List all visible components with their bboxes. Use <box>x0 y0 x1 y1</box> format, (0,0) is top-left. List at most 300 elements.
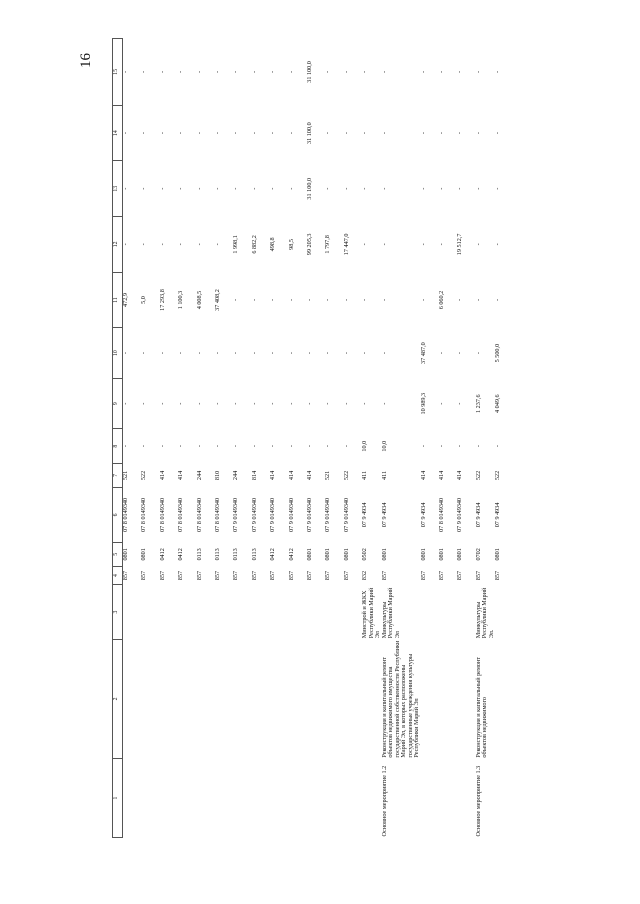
table-cell: - <box>213 402 221 405</box>
table-cell: 0113 <box>195 548 203 561</box>
table-cell: - <box>437 187 445 190</box>
table-cell: - <box>380 132 388 135</box>
table-cell: - <box>456 70 464 73</box>
table-cell: 857 <box>380 570 388 581</box>
table-cell: - <box>361 402 369 405</box>
table-cell: 522 <box>342 470 350 481</box>
column-header: 5 <box>113 542 123 566</box>
table-cell: - <box>380 298 388 302</box>
column-header: 9 <box>113 378 123 429</box>
table-cell: 07 9 0149340 <box>232 497 240 532</box>
table-cell: - <box>287 70 295 73</box>
table-cell: - <box>122 445 129 448</box>
table-cell: - <box>232 402 240 405</box>
table-cell <box>215 585 233 640</box>
table-cell: - <box>342 402 350 405</box>
table-cell: - <box>122 132 129 135</box>
table-cell: - <box>287 187 295 190</box>
table-cell: - <box>324 298 332 302</box>
table-cell: 07 9 4934 <box>474 502 482 528</box>
table-cell: 0113 <box>213 548 221 561</box>
table-cell <box>421 639 439 758</box>
table-cell: - <box>419 187 427 190</box>
table-cell <box>197 585 215 640</box>
table-row <box>178 39 196 838</box>
table-cell: 07 8 0149340 <box>195 497 203 532</box>
table-cell <box>215 639 233 758</box>
table-row <box>362 39 382 838</box>
table-cell: - <box>287 402 295 405</box>
table-cell: - <box>419 298 427 302</box>
table-cell <box>362 639 382 758</box>
table-cell: 857 <box>195 570 203 581</box>
table-cell: - <box>269 298 277 302</box>
table-row <box>325 39 343 838</box>
table-cell: 0502 <box>361 548 369 561</box>
table-cell: - <box>213 70 221 73</box>
table-cell: - <box>250 187 258 190</box>
table-cell <box>141 585 159 640</box>
table-cell: 857 <box>250 570 258 581</box>
table-cell: - <box>232 187 240 190</box>
table-cell: - <box>269 352 277 355</box>
table-cell: Минкультуры Республики Марий Эл <box>380 587 401 639</box>
table-cell: 0113 <box>250 548 258 561</box>
table-cell <box>252 759 270 838</box>
table-cell: 411 <box>380 470 388 480</box>
table-cell: 5,0 <box>140 296 148 304</box>
table-cell: - <box>158 445 166 448</box>
table-cell: 5 500,0 <box>494 343 502 363</box>
table-cell <box>325 759 343 838</box>
table-cell: - <box>342 70 350 73</box>
table-cell: 498,8 <box>269 237 277 252</box>
table-cell <box>325 639 343 758</box>
table-cell: 0801 <box>437 548 445 561</box>
table-cell <box>270 639 288 758</box>
table-cell: 472,9 <box>122 293 129 307</box>
table-cell: 857 <box>177 570 185 581</box>
table-cell: 10,0 <box>380 440 388 452</box>
table-cell: - <box>324 445 332 448</box>
table-cell <box>344 759 362 838</box>
table-body <box>113 39 514 838</box>
table-cell: 857 <box>474 570 482 581</box>
table-cell: - <box>474 298 482 302</box>
table-cell: - <box>250 298 258 302</box>
table-cell: 521 <box>122 470 129 481</box>
table-cell: 0801 <box>140 548 148 561</box>
table-cell: - <box>195 402 203 405</box>
table-cell: - <box>158 187 166 190</box>
table-row <box>123 39 142 838</box>
table-cell: - <box>140 445 148 448</box>
table-cell: 17 447,0 <box>342 233 350 256</box>
table-cell: - <box>361 243 369 246</box>
column-header: 12 <box>113 217 123 273</box>
table-cell: - <box>213 445 221 448</box>
table-cell: 857 <box>213 570 221 581</box>
table-cell: - <box>456 132 464 135</box>
column-header: 4 <box>113 566 123 584</box>
table-cell: 07 9 0149340 <box>342 497 350 532</box>
table-cell: - <box>474 243 482 246</box>
table-cell: 857 <box>324 570 332 581</box>
table-cell: 414 <box>456 470 464 481</box>
table-cell: Реконструкция и капитальный ремонт объектов недвижимого имущества государственной собственности Республики Марий Эл, в которых расположены государственные учреждения культуры Республики Марий Эл <box>380 640 421 758</box>
table-cell: 0801 <box>122 548 129 561</box>
table-cell: - <box>232 445 240 448</box>
table-cell: - <box>250 70 258 73</box>
table-cell: 521 <box>324 470 332 481</box>
table-cell: 98,5 <box>287 238 295 250</box>
table-cell: 10,0 <box>361 440 369 452</box>
table-cell <box>457 759 475 838</box>
table-cell: - <box>324 187 332 190</box>
table-cell: 414 <box>158 470 166 481</box>
table-cell: - <box>419 70 427 73</box>
table-cell: 414 <box>437 470 445 481</box>
table-cell: - <box>195 70 203 73</box>
table-cell: - <box>494 298 502 302</box>
table-cell: - <box>250 402 258 405</box>
table-cell: Реконструкция и капитальный ремонт объектов недвижимого <box>474 657 489 758</box>
table-cell: - <box>361 70 369 73</box>
table-cell: 07 9 4934 <box>361 502 369 528</box>
table-cell: 857 <box>287 570 295 581</box>
table-cell: - <box>250 445 258 448</box>
table-cell: 17 293,8 <box>158 289 166 311</box>
table-cell: 0113 <box>232 548 240 561</box>
column-header: 10 <box>113 328 123 379</box>
table-cell: 0412 <box>177 548 185 561</box>
table-cell: 0412 <box>287 548 295 561</box>
table-cell: 37 487,0 <box>419 342 427 364</box>
table-cell <box>439 759 457 838</box>
table-cell <box>495 639 513 758</box>
table-cell <box>233 585 251 640</box>
table-cell: - <box>324 132 332 135</box>
table-cell: - <box>494 187 502 190</box>
table-cell: - <box>269 445 277 448</box>
table-cell: 857 <box>122 570 129 581</box>
table-cell <box>123 585 142 640</box>
table-cell: - <box>324 402 332 405</box>
table-cell: - <box>232 352 240 355</box>
table-cell <box>270 759 288 838</box>
table-cell: 07 8 0149340 <box>213 497 221 532</box>
table-cell: - <box>195 243 203 246</box>
column-header: 15 <box>113 39 123 106</box>
table-cell: - <box>287 352 295 355</box>
table-cell: 07 9 4934 <box>380 502 388 528</box>
table-cell: 31 100,0 <box>305 61 313 83</box>
table-cell: - <box>419 243 427 246</box>
table-row <box>421 39 439 838</box>
table-cell: - <box>456 187 464 190</box>
table-cell: - <box>324 352 332 355</box>
table-cell: - <box>380 243 388 246</box>
table-cell: - <box>324 70 332 73</box>
page-number: 16 <box>78 53 94 68</box>
table-cell <box>178 759 196 838</box>
table-cell: 07 9 0149340 <box>456 497 464 532</box>
table-cell <box>197 759 215 838</box>
table-cell: - <box>177 445 185 448</box>
table-cell <box>457 639 475 758</box>
table-cell: 07 8 0149340 <box>158 497 166 532</box>
table-cell: - <box>213 352 221 355</box>
table-cell: - <box>287 132 295 135</box>
table-cell: - <box>456 445 464 448</box>
table-cell: - <box>177 132 185 135</box>
table-cell: 07 8 0149340 <box>177 497 185 532</box>
table-cell: 07 8 0149340 <box>437 497 445 532</box>
table-cell <box>325 585 343 640</box>
table-cell: - <box>177 70 185 73</box>
budget-table <box>112 38 514 838</box>
table-cell: 99 205,3 <box>305 233 313 256</box>
table-cell: - <box>232 70 240 73</box>
table-cell: - <box>158 70 166 73</box>
column-header: 1 <box>113 759 123 838</box>
table-cell: 857 <box>305 570 313 581</box>
table-cell: - <box>437 402 445 405</box>
table-row <box>233 39 251 838</box>
header-row <box>113 39 123 838</box>
table-cell: 857 <box>419 570 427 581</box>
table-cell: - <box>122 352 129 355</box>
table-cell <box>215 759 233 838</box>
column-header: 7 <box>113 463 123 487</box>
table-cell: 522 <box>494 470 502 481</box>
table-cell: 0702 <box>474 548 482 561</box>
table-cell: - <box>305 402 313 405</box>
table-cell: 1 237,6 <box>474 394 482 413</box>
table-cell: - <box>419 445 427 448</box>
table-cell <box>141 639 159 758</box>
table-cell <box>233 639 251 758</box>
table-cell: 0801 <box>419 548 427 561</box>
table-cell: 857 <box>494 570 502 581</box>
table-cell <box>344 639 362 758</box>
table-cell: - <box>474 445 482 448</box>
column-header: 3 <box>113 585 123 640</box>
table-cell: 19 512,7 <box>456 233 464 256</box>
table-cell: 857 <box>342 570 350 581</box>
table-cell: - <box>494 70 502 73</box>
table-cell <box>421 759 439 838</box>
table-cell: - <box>494 132 502 135</box>
table-cell: - <box>380 402 388 405</box>
table-cell: - <box>287 445 295 448</box>
table-cell: Основное мероприятие 1.2 <box>380 765 388 837</box>
table-cell: 414 <box>269 470 277 481</box>
table-cell: - <box>342 445 350 448</box>
table-cell: 10 989,3 <box>419 392 427 415</box>
table-cell: - <box>158 132 166 135</box>
table-cell <box>457 585 475 640</box>
table-cell: 07 8 0149340 <box>122 497 129 532</box>
table-cell: 857 <box>456 570 464 581</box>
table-cell: - <box>437 132 445 135</box>
table-cell: - <box>140 402 148 405</box>
table-cell: 244 <box>232 470 240 481</box>
table-cell: - <box>287 298 295 302</box>
table-cell: 4 008,5 <box>195 290 203 310</box>
table-cell <box>307 585 325 640</box>
table-cell <box>141 759 159 838</box>
table-cell: 814 <box>250 470 258 481</box>
table-row <box>252 39 270 838</box>
table-cell: - <box>361 352 369 355</box>
table-cell <box>123 639 142 758</box>
table-cell <box>421 585 439 640</box>
table-cell: - <box>269 132 277 135</box>
table-cell: - <box>361 132 369 135</box>
table-cell: - <box>177 402 185 405</box>
table-cell: 0412 <box>158 548 166 561</box>
table-cell: 0801 <box>494 548 502 561</box>
table-cell: 522 <box>474 470 482 481</box>
table-cell: - <box>437 243 445 246</box>
table-cell: - <box>177 187 185 190</box>
table-cell: 0801 <box>380 548 388 561</box>
table-cell: - <box>122 70 129 73</box>
table-cell: - <box>456 298 464 302</box>
table-cell: - <box>140 352 148 355</box>
table-cell <box>307 639 325 758</box>
table-cell: - <box>269 402 277 405</box>
column-header: 6 <box>113 488 123 543</box>
table-cell <box>362 759 382 838</box>
table-cell: 1 797,8 <box>324 235 332 254</box>
table-row <box>215 39 233 838</box>
table-cell <box>289 639 307 758</box>
table-cell: 0801 <box>324 548 332 561</box>
table-cell: - <box>195 132 203 135</box>
table-cell: - <box>474 70 482 73</box>
table-cell: 0412 <box>269 548 277 561</box>
table-row <box>495 39 513 838</box>
table-cell: - <box>213 243 221 246</box>
table-row <box>141 39 159 838</box>
table-cell: - <box>269 70 277 73</box>
table-cell <box>197 639 215 758</box>
table-cell: 07 8 0149340 <box>140 497 148 532</box>
table-cell: - <box>361 298 369 302</box>
table-cell: - <box>380 70 388 73</box>
table-cell: - <box>177 352 185 355</box>
table-row <box>344 39 362 838</box>
table-cell: 6 882,2 <box>250 235 258 254</box>
table-cell: - <box>342 187 350 190</box>
table-cell: 414 <box>419 470 427 481</box>
table-cell: 414 <box>305 470 313 481</box>
table-cell: - <box>305 352 313 355</box>
table-cell: Основное мероприятие 1.3 <box>474 765 482 837</box>
table-row <box>270 39 288 838</box>
table-cell: - <box>140 243 148 246</box>
table-cell: - <box>456 402 464 405</box>
table-cell: - <box>474 132 482 135</box>
column-header: 11 <box>113 272 123 328</box>
table-cell: - <box>140 70 148 73</box>
table-cell <box>252 639 270 758</box>
table-cell <box>495 585 513 640</box>
table-cell: - <box>140 132 148 135</box>
table-cell: - <box>474 187 482 190</box>
table-cell <box>439 585 457 640</box>
table-cell: - <box>380 187 388 190</box>
table-cell: 07 9 0149340 <box>250 497 258 532</box>
table-cell: - <box>195 445 203 448</box>
table-cell: 1 100,3 <box>177 290 185 310</box>
table-cell: - <box>213 187 221 190</box>
table-cell: - <box>158 352 166 355</box>
table-cell: 6 060,2 <box>437 290 445 310</box>
table-cell: - <box>122 402 129 405</box>
table-cell: - <box>342 352 350 355</box>
table-cell: - <box>474 352 482 355</box>
table-cell: 414 <box>287 470 295 481</box>
table-cell: 857 <box>140 570 148 581</box>
table-cell: - <box>122 187 129 190</box>
table-cell: - <box>494 445 502 448</box>
table-cell <box>233 759 251 838</box>
table-cell <box>439 639 457 758</box>
table-cell <box>178 585 196 640</box>
table-cell: Минкультуры Республики Марий Эл. <box>474 587 495 639</box>
table-cell: 810 <box>213 470 221 481</box>
table-cell: 07 9 4934 <box>419 502 427 528</box>
table-cell: - <box>140 187 148 190</box>
table-row <box>382 39 421 838</box>
table-cell: 4 049,6 <box>494 394 502 413</box>
table-cell: 07 9 0149340 <box>287 497 295 532</box>
table-row <box>160 39 178 838</box>
table-cell: 37 408,2 <box>213 289 221 311</box>
table-cell: 07 9 0149340 <box>269 497 277 532</box>
table-cell: 0801 <box>305 548 313 561</box>
table-cell: - <box>380 352 388 355</box>
table-cell: - <box>342 298 350 302</box>
table-cell: - <box>342 132 350 135</box>
table-cell: - <box>232 298 240 302</box>
table-cell: - <box>419 132 427 135</box>
table-cell: - <box>361 187 369 190</box>
table-cell: - <box>456 352 464 355</box>
table-row <box>197 39 215 838</box>
table-cell: - <box>195 352 203 355</box>
table-cell: 411 <box>361 470 369 480</box>
table-row <box>289 39 307 838</box>
column-header: 8 <box>113 429 123 463</box>
table-row <box>439 39 457 838</box>
table-cell: - <box>437 352 445 355</box>
table-cell: - <box>305 445 313 448</box>
table-cell: - <box>177 243 185 246</box>
table-cell: 07 9 0149340 <box>305 497 313 532</box>
table-cell: 832 <box>361 570 369 581</box>
table-cell: 857 <box>158 570 166 581</box>
table-cell: - <box>158 243 166 246</box>
table-cell <box>160 639 178 758</box>
table-row <box>457 39 475 838</box>
table-cell: 07 9 0149340 <box>324 497 332 532</box>
table-cell: 857 <box>437 570 445 581</box>
table-row <box>476 39 496 838</box>
